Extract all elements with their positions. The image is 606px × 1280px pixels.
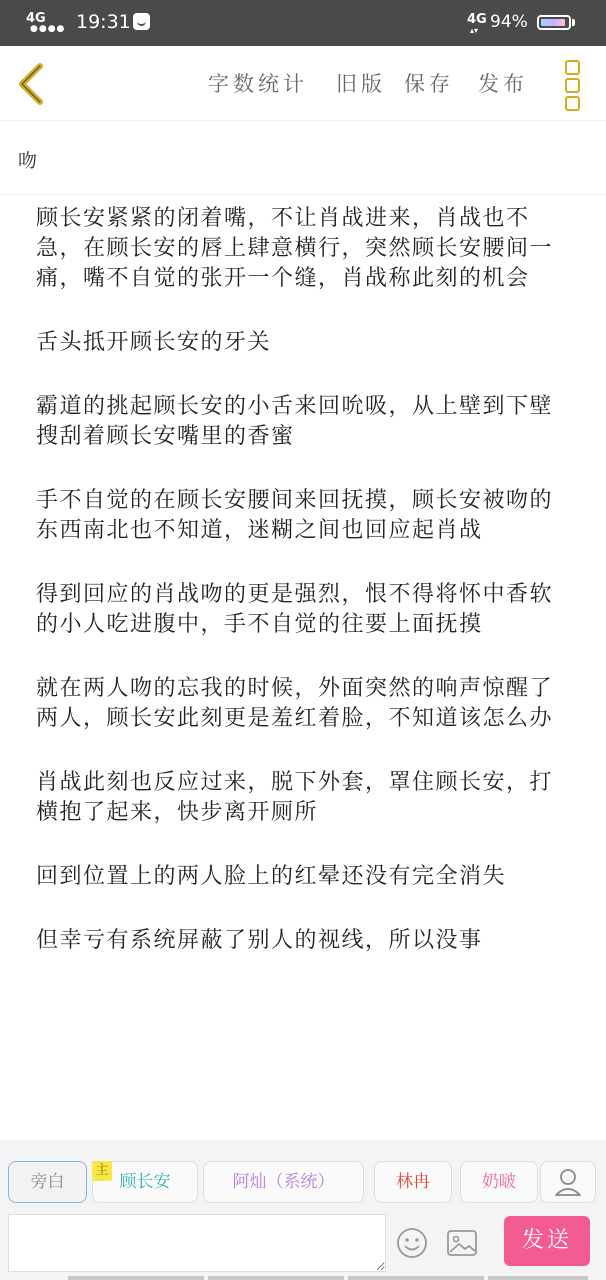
bottom-scroll-indicator	[0, 1276, 606, 1280]
role-a-can-system[interactable]	[203, 1161, 364, 1203]
role-label: 旁白	[30, 1172, 65, 1192]
input-bar	[0, 1210, 606, 1280]
old-version-button[interactable]: 旧版	[336, 72, 386, 96]
role-label: 林冉	[396, 1172, 430, 1192]
signal-network-label: 4G	[26, 11, 46, 26]
story-paragraph: 手不自觉的在顾长安腰间来回抚摸，顾长安被吻的东西南北也不知道，迷糊之间也回应起肖战	[36, 488, 554, 543]
editor-toolbar	[0, 46, 606, 121]
main-role-badge: 主	[92, 1161, 112, 1181]
data-activity-icon: ▴▾	[470, 26, 479, 35]
send-button[interactable]: 发送	[504, 1216, 590, 1266]
story-paragraph: 就在两人吻的忘我的时候，外面突然的响声惊醒了两人，顾长安此刻更是羞红着脸，不知道该怎么办	[36, 676, 554, 731]
role-narrator[interactable]	[8, 1161, 87, 1203]
battery-percent: 94%	[490, 12, 528, 32]
story-paragraph: 舌头抵开顾长安的牙关	[36, 330, 272, 355]
role-nai-bo[interactable]	[460, 1161, 538, 1203]
battery-cap	[572, 19, 575, 26]
signal-strength-icon: ●●●●	[30, 24, 66, 34]
role-selector-bar	[0, 1140, 606, 1210]
story-paragraph: 肖战此刻也反应过来，脱下外套，罩住顾长安，打横抱了起来，快步离开厕所	[36, 770, 554, 825]
menu-dot-icon	[565, 60, 580, 75]
message-input[interactable]	[8, 1214, 386, 1272]
more-menu-button[interactable]	[564, 60, 580, 108]
chapter-title[interactable]: 吻	[18, 150, 38, 172]
image-icon	[446, 1229, 478, 1257]
role-label: 阿灿（系统）	[232, 1172, 335, 1192]
insert-image-button[interactable]	[446, 1229, 478, 1257]
save-button[interactable]: 保存	[404, 72, 454, 96]
role-lin-ran[interactable]	[374, 1161, 452, 1203]
smiley-icon	[396, 1227, 428, 1259]
story-paragraph: 但幸亏有系统屏蔽了别人的视线，所以没事	[36, 928, 483, 953]
menu-dot-icon	[565, 96, 580, 111]
publish-button[interactable]: 发布	[478, 72, 528, 96]
clock: 19:31	[76, 11, 131, 33]
battery-icon	[537, 15, 571, 30]
story-paragraph: 得到回应的肖战吻的更是强烈，恨不得将怀中香软的小人吃进腹中，手不自觉的往要上面抚摸	[36, 582, 554, 637]
emoji-button[interactable]	[396, 1227, 428, 1259]
back-button[interactable]	[14, 62, 50, 106]
chevron-left-icon	[14, 62, 50, 106]
story-paragraph: 顾长安紧紧的闭着嘴，不让肖战进来，肖战也不急，在顾长安的唇上肆意横行，突然顾长安腰间一痛，嘴不自觉的张开一个缝，肖战称此刻的机会	[36, 206, 554, 291]
status-bar	[0, 0, 606, 46]
user-icon	[541, 1162, 595, 1202]
story-paragraph: 回到位置上的两人脸上的红晕还没有完全消失	[36, 864, 507, 889]
mobile-data-label: 4G	[467, 12, 487, 27]
role-label: 奶啵	[482, 1172, 516, 1192]
menu-dot-icon	[565, 78, 580, 93]
add-role-button[interactable]	[540, 1161, 596, 1203]
role-label: 顾长安	[119, 1172, 171, 1192]
word-count-button[interactable]: 字数统计	[208, 72, 308, 96]
divider	[0, 194, 606, 195]
story-paragraph: 霸道的挑起顾长安的小舌来回吮吸，从上壁到下壁搜刮着顾长安嘴里的香蜜	[36, 394, 554, 449]
story-content[interactable]	[36, 204, 566, 990]
notification-icon	[133, 13, 150, 30]
